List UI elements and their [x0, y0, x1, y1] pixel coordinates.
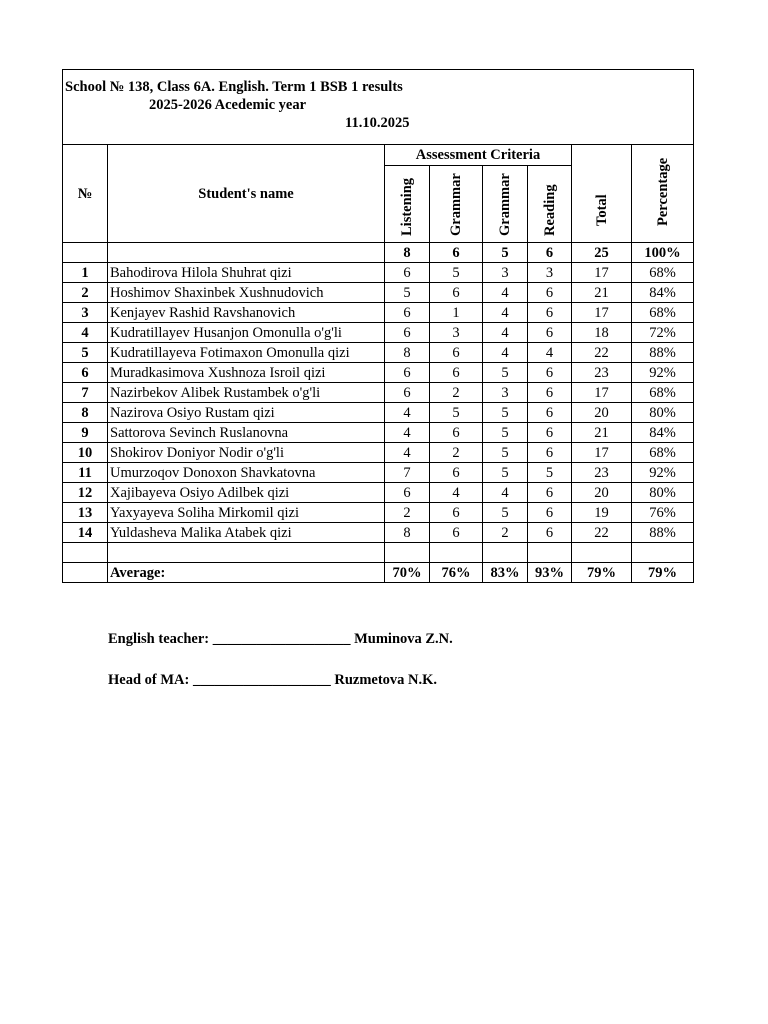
listening-score: 6	[385, 263, 430, 283]
listening-score: 8	[385, 523, 430, 543]
total-score: 20	[572, 403, 632, 423]
table-row	[63, 323, 694, 343]
grammar-score-1: 6	[430, 463, 483, 483]
percentage-score: 68%	[632, 383, 694, 403]
grammar-score-1: 5	[430, 263, 483, 283]
table-row	[63, 483, 694, 503]
average-label: Average:	[108, 563, 385, 583]
reading-score: 6	[528, 363, 572, 383]
grammar-score-2: 5	[483, 403, 528, 423]
max-empty-num	[63, 243, 108, 263]
table-row	[63, 363, 694, 383]
student-number: 4	[63, 323, 108, 343]
total-score: 23	[572, 463, 632, 483]
max-score-row	[63, 243, 694, 263]
grammar-score-1: 6	[430, 363, 483, 383]
grammar-score-1: 6	[430, 523, 483, 543]
table-row	[63, 303, 694, 323]
student-name: Hoshimov Shaxinbek Xushnudovich	[108, 283, 385, 303]
reading-score: 4	[528, 343, 572, 363]
grammar-header-cell-1	[430, 166, 483, 243]
total-score: 21	[572, 423, 632, 443]
average-listening: 70%	[385, 563, 430, 583]
student-name: Kudratillayeva Fotimaxon Omonulla qizi	[108, 343, 385, 363]
reading-header-cell	[528, 166, 572, 243]
max-total: 25	[572, 243, 632, 263]
listening-header: Listening	[399, 177, 415, 236]
grammar-score-1: 6	[430, 343, 483, 363]
results-table	[62, 69, 694, 583]
average-grammar-1: 76%	[430, 563, 483, 583]
total-score: 17	[572, 383, 632, 403]
percentage-score: 68%	[632, 303, 694, 323]
grammar-score-2: 5	[483, 503, 528, 523]
total-header-cell	[572, 145, 632, 243]
student-number: 10	[63, 443, 108, 463]
student-name: Yaxyayeva Soliha Mirkomil qizi	[108, 503, 385, 523]
total-score: 22	[572, 343, 632, 363]
percentage-score: 84%	[632, 423, 694, 443]
percentage-header-cell	[632, 145, 694, 243]
grammar-score-2: 3	[483, 263, 528, 283]
total-score: 21	[572, 283, 632, 303]
grammar-score-1: 2	[430, 383, 483, 403]
percentage-score: 76%	[632, 503, 694, 523]
percentage-score: 80%	[632, 483, 694, 503]
listening-score: 7	[385, 463, 430, 483]
student-number: 6	[63, 363, 108, 383]
reading-header: Reading	[541, 184, 558, 236]
student-number: 7	[63, 383, 108, 403]
max-grammar-1: 6	[430, 243, 483, 263]
table-row	[63, 443, 694, 463]
grammar-header-1: Grammar	[448, 173, 464, 236]
student-name: Kenjayev Rashid Ravshanovich	[108, 303, 385, 323]
blank-row	[63, 543, 694, 563]
grammar-score-1: 6	[430, 503, 483, 523]
table-row	[63, 523, 694, 543]
student-name: Sattorova Sevinch Ruslanovna	[108, 423, 385, 443]
total-score: 22	[572, 523, 632, 543]
student-name: Nazirbekov Alibek Rustambek o'g'li	[108, 383, 385, 403]
reading-score: 6	[528, 303, 572, 323]
average-row	[63, 563, 694, 583]
grammar-score-1: 2	[430, 443, 483, 463]
table-row	[63, 263, 694, 283]
student-name: Muradkasimova Xushnoza Isroil qizi	[108, 363, 385, 383]
average-reading: 93%	[528, 563, 572, 583]
student-number: 9	[63, 423, 108, 443]
percentage-score: 88%	[632, 523, 694, 543]
total-score: 19	[572, 503, 632, 523]
student-number: 1	[63, 263, 108, 283]
total-header: Total	[593, 193, 610, 226]
reading-score: 6	[528, 403, 572, 423]
average-grammar-2: 83%	[483, 563, 528, 583]
student-number: 12	[63, 483, 108, 503]
student-name: Yuldasheva Malika Atabek qizi	[108, 523, 385, 543]
reading-score: 6	[528, 523, 572, 543]
grammar-score-2: 4	[483, 303, 528, 323]
reading-score: 5	[528, 463, 572, 483]
report-header	[63, 70, 694, 145]
student-number: 5	[63, 343, 108, 363]
reading-score: 6	[528, 503, 572, 523]
percentage-score: 88%	[632, 343, 694, 363]
table-row	[63, 503, 694, 523]
listening-score: 6	[385, 483, 430, 503]
student-rows	[63, 263, 694, 543]
student-number: 8	[63, 403, 108, 423]
max-grammar-2: 5	[483, 243, 528, 263]
percentage-score: 68%	[632, 443, 694, 463]
total-score: 18	[572, 323, 632, 343]
percentage-score: 84%	[632, 283, 694, 303]
percentage-score: 80%	[632, 403, 694, 423]
total-score: 23	[572, 363, 632, 383]
reading-score: 6	[528, 423, 572, 443]
table-row	[63, 423, 694, 443]
max-percentage: 100%	[632, 243, 694, 263]
grammar-score-2: 4	[483, 343, 528, 363]
reading-score: 6	[528, 443, 572, 463]
total-score: 17	[572, 263, 632, 283]
grammar-score-1: 1	[430, 303, 483, 323]
grammar-score-2: 4	[483, 283, 528, 303]
table-row	[63, 283, 694, 303]
grammar-score-1: 6	[430, 283, 483, 303]
reading-score: 6	[528, 283, 572, 303]
listening-header-cell	[385, 166, 430, 243]
grammar-score-1: 5	[430, 403, 483, 423]
grammar-score-2: 2	[483, 523, 528, 543]
grammar-header-cell-2	[483, 166, 528, 243]
grammar-score-1: 6	[430, 423, 483, 443]
percentage-header: Percentage	[654, 157, 671, 226]
reading-score: 6	[528, 383, 572, 403]
table-row	[63, 383, 694, 403]
student-name: Nazirova Osiyo Rustam qizi	[108, 403, 385, 423]
student-number: 13	[63, 503, 108, 523]
student-name-header: Student's name	[108, 145, 385, 243]
listening-score: 4	[385, 423, 430, 443]
assessment-criteria-header: Assessment Criteria	[385, 145, 572, 166]
average-empty-num	[63, 563, 108, 583]
student-number: 2	[63, 283, 108, 303]
listening-score: 6	[385, 323, 430, 343]
listening-score: 2	[385, 503, 430, 523]
reading-score: 6	[528, 483, 572, 503]
report-date: 11.10.2025	[345, 115, 410, 131]
student-name: Shokirov Doniyor Nodir o'g'li	[108, 443, 385, 463]
table-row	[63, 343, 694, 363]
grammar-score-1: 3	[430, 323, 483, 343]
total-score: 20	[572, 483, 632, 503]
student-name: Bahodirova Hilola Shuhrat qizi	[108, 263, 385, 283]
average-total: 79%	[572, 563, 632, 583]
grammar-score-2: 4	[483, 483, 528, 503]
grammar-header-2: Grammar	[497, 173, 513, 236]
max-empty-name	[108, 243, 385, 263]
listening-score: 6	[385, 303, 430, 323]
number-header: №	[63, 145, 108, 243]
head-of-ma-signature: Head of MA: ___________________ Ruzmetova N.K.	[108, 672, 438, 688]
percentage-score: 92%	[632, 463, 694, 483]
grammar-score-2: 4	[483, 323, 528, 343]
average-percentage: 79%	[632, 563, 694, 583]
listening-score: 8	[385, 343, 430, 363]
listening-score: 6	[385, 383, 430, 403]
grammar-score-2: 3	[483, 383, 528, 403]
english-teacher-signature: English teacher: ___________________ Muminova Z.N.	[108, 631, 453, 647]
student-number: 11	[63, 463, 108, 483]
reading-score: 3	[528, 263, 572, 283]
grammar-score-2: 5	[483, 443, 528, 463]
listening-score: 5	[385, 283, 430, 303]
grammar-score-2: 5	[483, 363, 528, 383]
percentage-score: 92%	[632, 363, 694, 383]
listening-score: 4	[385, 403, 430, 423]
student-number: 3	[63, 303, 108, 323]
student-number: 14	[63, 523, 108, 543]
student-name: Umurzoqov Donoxon Shavkatovna	[108, 463, 385, 483]
student-name: Xajibayeva Osiyo Adilbek qizi	[108, 483, 385, 503]
total-score: 17	[572, 443, 632, 463]
percentage-score: 72%	[632, 323, 694, 343]
reading-score: 6	[528, 323, 572, 343]
student-name: Kudratillayev Husanjon Omonulla o'g'li	[108, 323, 385, 343]
listening-score: 4	[385, 443, 430, 463]
table-row	[63, 463, 694, 483]
report-title: School № 138, Class 6A. English. Term 1 BSB 1 results	[65, 79, 403, 95]
max-listening: 8	[385, 243, 430, 263]
table-row	[63, 403, 694, 423]
max-reading: 6	[528, 243, 572, 263]
listening-score: 6	[385, 363, 430, 383]
grammar-score-2: 5	[483, 463, 528, 483]
percentage-score: 68%	[632, 263, 694, 283]
grammar-score-1: 4	[430, 483, 483, 503]
total-score: 17	[572, 303, 632, 323]
academic-year: 2025-2026 Acedemic year	[149, 97, 307, 113]
grammar-score-2: 5	[483, 423, 528, 443]
